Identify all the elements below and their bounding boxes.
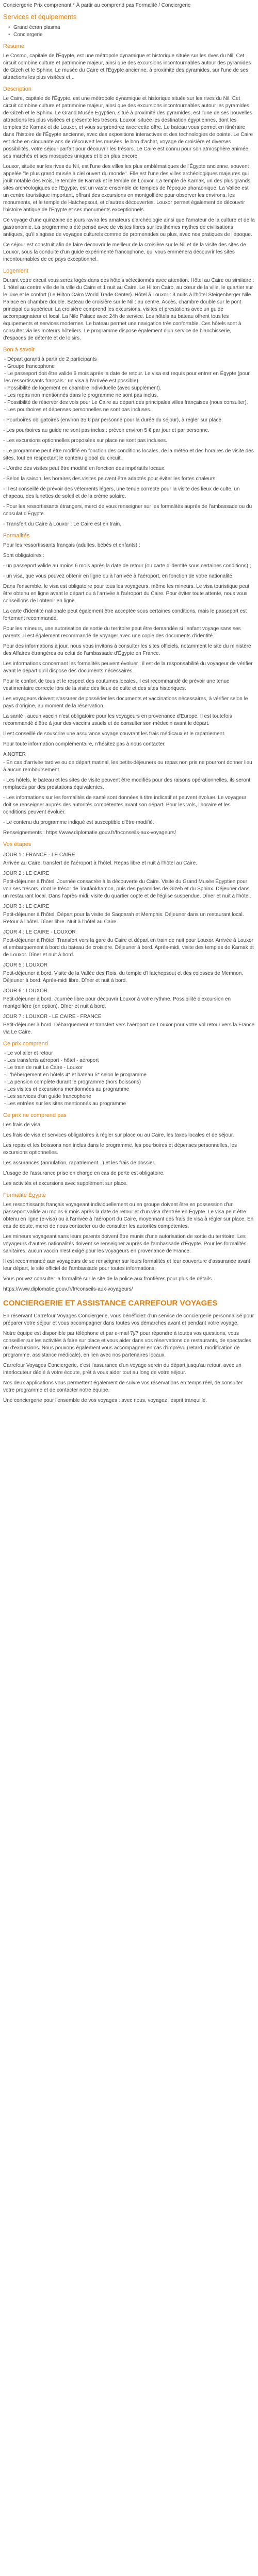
bon-paragraph: - Il est conseillé de prévoir des vêtements légers, une tenue correcte pour la visite des lieux de culte, un chapeau, des lunettes de soleil et de la crème solaire. bbox=[3, 486, 240, 499]
formalites-paragraph: Sont obligatoires : bbox=[3, 553, 45, 558]
inclus-item: - L'hébergement en hôtels 4* et bateau 5* selon le programme bbox=[4, 1072, 147, 1078]
formalites-link[interactable]: Renseignements : https://www.diplomatie.gouv.fr/fr/conseils-aux-voyageurs/ bbox=[3, 830, 176, 836]
conciergerie-paragraph: Nos deux applications vous permettent également de suivre vos réservations en temps réel, de consulter votre programme et de contacter notre équipe. bbox=[3, 1380, 243, 1393]
inclus-item: - Le train de nuit Le Caire - Louxor bbox=[4, 1065, 83, 1071]
formalites-paragraph: Dans l'ensemble, le visa est obligatoire pour tous les voyageurs, même les mineurs. Le visa touristique peut être obtenu en ligne avant le départ ou à l'arrivée à l'aéroport du Caire. Pour éviter toute attente, nous vous conseillons de l'obtenir en ligne. bbox=[3, 584, 250, 604]
formalites-paragraph: Pour les mineurs, une autorisation de sortie du territoire peut être demandée si l'enfant voyage sans ses parents. Il est également recommandé de voyager avec une copie des documents d'identité. bbox=[3, 626, 241, 639]
day-block bbox=[3, 870, 255, 900]
formalite-egypte-paragraph: Il est recommandé aux voyageurs de se renseigner sur leurs formalités et leur couverture d'assurance avant leur départ, le site officiel de l'ambassade pour toutes informations. bbox=[3, 1259, 250, 1272]
day-block bbox=[3, 988, 255, 1010]
logement-title: Logement bbox=[3, 268, 28, 274]
formalite-egypte-paragraph: Les ressortissants français voyageant individuellement ou en groupe doivent être en possession d'un passeport valide au moins 6 mois après la date de retour et d'un visa d'entrée en Égypte. Le visa peut être obtenu en ligne (e-visa) ou à l'arrivée à l'aéroport du Caire, moyennant des frais de visa à régler sur place. En cas de doute, merci de nous contacter ou de consulter les autorités compétentes. bbox=[3, 1202, 254, 1229]
bon-paragraph: - Le programme peut être modifié en fonction des conditions locales, de la météo et des horaires de visite des sites, tout en respectant le contenu global du circuit. bbox=[3, 448, 254, 461]
inclus-item: - La pension complète durant le programme (hors boissons) bbox=[4, 1079, 141, 1085]
bon-paragraph: - Pourboires obligatoires (environ 35 € par personne pour la durée du séjour), à régler sur place. bbox=[3, 417, 223, 423]
exclus-paragraph: Les frais de visa et services obligatoires à régler sur place ou au Caire, les taxes locales et de séjour. bbox=[3, 1132, 234, 1138]
inclus-item: - Les services d'un guide francophone bbox=[4, 1094, 91, 1099]
bon-paragraph: - Pour les ressortissants étrangers, merci de vous renseigner sur les formalités auprès de l'ambassade ou du consulat d'Égypte. bbox=[3, 504, 252, 517]
formalite-egypte-link[interactable]: https://www.diplomatie.gouv.fr/fr/conseils-aux-voyageurs/ bbox=[3, 1286, 133, 1292]
day-text: Petit-déjeuner à bord. Débarquement et transfert vers l'aéroport de Louxor pour votre vol retour vers la France via Le Caire. bbox=[3, 1022, 255, 1035]
services-title: Services et équipements bbox=[3, 13, 77, 21]
description-paragraph: Ce voyage d'une quinzaine de jours ravira les amateurs d'archéologie ainsi que l'amateur de la culture et de la gastronomie. La programme a été pensé avec de visites libres sur les thèmes mythes de civilisations antiques, qu'il s'agisse de voyages culturels comme de promenades ou plus, avec nos pratiques de l'époque. bbox=[3, 217, 255, 238]
bon-item: - Groupe francophone bbox=[4, 364, 55, 369]
day-heading: JOUR 4 : LE CAIRE - LOUXOR bbox=[3, 929, 76, 935]
day-text: Arrivée au Caire, transfert de l'aéroport à l'hôtel. Repas libre et nuit à l'hôtel au Caire. bbox=[3, 860, 197, 866]
day-block bbox=[3, 1013, 255, 1036]
inclus-list bbox=[3, 1050, 255, 1108]
bon-item: - Les pourboires et dépenses personnelles ne sont pas incluses. bbox=[4, 407, 152, 413]
exclus-paragraph: L'usage de l'assurance prise en charge en cas de perte est obligatoire. bbox=[3, 1171, 165, 1176]
etapes-title: Vos étapes bbox=[3, 841, 31, 848]
inclus-item: - Le vol aller et retour bbox=[4, 1050, 53, 1056]
formalites-paragraph: - un passeport valide au moins 6 mois après la date de retour (ou carte d'identité sous certaines conditions) ; bbox=[3, 563, 251, 569]
exclus-title: Ce prix ne comprend pas bbox=[3, 1112, 67, 1118]
bon-item: - Le passeport doit être valide 6 mois après la date de retour. Le visa est requis pour entrer en Égypte (pour les ressortissants français : un visa à l'arrivée est possible). bbox=[4, 371, 250, 384]
resume-title: Résumé bbox=[3, 43, 24, 49]
bon-item: - Possibilité de réserver des vols pour Le Caire au départ des principales villes françaises (nous consulter). bbox=[4, 400, 248, 405]
bon-item: - Départ garanti à partir de 2 participants bbox=[4, 357, 97, 362]
day-heading: JOUR 2 : LE CAIRE bbox=[3, 871, 50, 876]
formalites-paragraph: - Les informations sur les formalités de santé sont données à titre indicatif et peuvent évoluer. Le voyageur doit se renseigner auprès des autorités compétentes avant son départ. Pour les vols, l'horaire et les conditions peuvent évoluer. bbox=[3, 795, 247, 815]
exclus-paragraph: Les frais de visa bbox=[3, 1122, 41, 1128]
day-text: Petit-déjeuner à bord. Visite de la Vallée des Rois, du temple d'Hatchepsout et des colosses de Memnon. Déjeuner à bord. Après-midi libre. Dîner et nuit à bord. bbox=[3, 971, 244, 984]
resume-paragraph: Le Cosmo, capitale de l'Égypte, est une métropole dynamique et historique située sur les rives du Nil. Cet circuit combine culture et patrimoine majeur, ainsi que des excursions incontournables autour des pyramides de Gizeh et le Sphinx. Le musée du Caire et l'Égypte ancienne, à proximité des pyramides, sur l'une de ses attractions les plus visitées et... bbox=[3, 53, 251, 80]
day-heading: JOUR 1 : FRANCE - LE CAIRE bbox=[3, 852, 75, 858]
bon-paragraph: - L'ordre des visites peut être modifié en fonction des impératifs locaux. bbox=[3, 466, 166, 471]
day-block bbox=[3, 929, 255, 959]
a-noter-heading: A NOTER bbox=[3, 752, 26, 757]
formalites-paragraph: - En cas d'arrivée tardive ou de départ matinal, les petits-déjeuners ou repas non pris ne pourront donner lieu à aucun remboursement. bbox=[3, 760, 252, 773]
formalites-paragraph: Pour toute information complémentaire, n'hésitez pas à nous contacter. bbox=[3, 741, 166, 747]
day-block bbox=[3, 852, 255, 867]
formalite-egypte-paragraph: Les mineurs voyageant sans leurs parents doivent être munis d'une autorisation de sortie du territoire. Les voyageurs d'autres nationalités doivent se renseigner auprès de l'ambassade d'Égypte. Pour les formalités sanitaires, aucun vaccin n'est exigé pour les voyageurs en provenance de France. bbox=[3, 1234, 247, 1254]
day-block bbox=[3, 962, 255, 985]
conciergerie-paragraph: Une conciergerie pour l'ensemble de vos voyages : avec nous, voyagez l'esprit tranquille. bbox=[3, 1398, 207, 1403]
inclus-item: - Les visites et excursions mentionnées au programme bbox=[4, 1087, 130, 1092]
bon-a-savoir-list bbox=[3, 356, 255, 414]
bon-item: - Les repas non mentionnés dans le programme ne sont pas inclus. bbox=[4, 393, 158, 398]
bon-item: - Possibilité de logement en chambre individuelle (avec supplément). bbox=[4, 385, 162, 391]
exclus-paragraph: Les activités et excursions avec supplément sur place. bbox=[3, 1181, 128, 1187]
day-heading: JOUR 3 : LE CAIRE bbox=[3, 904, 50, 909]
formalites-paragraph: - Le contenu du programme indiqué est susceptible d'être modifié. bbox=[3, 820, 154, 825]
service-item: • Grand écran plasma bbox=[10, 24, 255, 31]
formalites-paragraph: Les informations concernant les formalités peuvent évoluer : il est de la responsabilité du voyageur de vérifier avant le départ qu'il dispose des documents nécessaires. bbox=[3, 661, 253, 674]
description-paragraph: Le Caire, capitale de l'Égypte, est une métropole dynamique et historique située sur les rives du Nil. Cet circuit combine culture et patrimoine majeur, ainsi que des excursions incontournables autour les pyramides de Gizeh et le Sphinx. Le Grand Musée Égyptien, situé à proximité des pyramides, est l'une de ses nouvelles attractions les plus visitées et présente les trésors. Louxor, située les destination égyptiennes, dont les temples de Karnak et de Louxor, et vous surprendrez avec cette offre. Le bateau vous permet en itinéraire dans l'histoire de l'Égypte ancienne, avec des expositions interactives et des technologies de pointe. Le Caire est riche en cinquante ans de découvert les musées, le bon d'achat, voyage de croisière et diverses possibilités, votre séjour parfait pour découvrir les trésors. Le Caire est connu pour son atmosphère animée, ses marchés et ses mosquées uniques et bien plus encore. bbox=[3, 96, 253, 159]
formalites-paragraph: Pour des informations à jour, nous vous invitons à consulter les sites officiels, notamment le site du ministère des Affaires étrangères ou celui de l'ambassade d'Égypte en France. bbox=[3, 643, 251, 656]
day-heading: JOUR 7 : LOUXOR - LE CAIRE - FRANCE bbox=[3, 1014, 102, 1020]
day-heading: JOUR 6 : LOUXOR bbox=[3, 988, 48, 994]
formalite-egypte-title: Formalité Égypte bbox=[3, 1192, 46, 1198]
day-text: Petit-déjeuner à l'hôtel. Transfert vers la gare du Caire et départ en train de nuit pour Louxor. Arrivée à Louxor et embarquement à bord du bateau de croisière. Déjeuner à bord. Après-midi, visite des temples de Karnak et de Louxor. Dîner et nuit à bord. bbox=[3, 938, 254, 958]
formalites-paragraph: Il est conseillé de souscrire une assurance voyage couvrant les frais médicaux et le rapatriement. bbox=[3, 731, 225, 737]
formalites-paragraph: Les voyageurs doivent s'assurer de posséder les documents et vaccinations nécessaires, à vérifier selon le pays d'origine, au moment de la réservation. bbox=[3, 696, 248, 709]
conciergerie-paragraph: Notre équipe est disponible par téléphone et par e-mail 7j/7 pour répondre à toutes vos questions, vous conseiller sur les activités à faire sur place et vous aider dans vos réservations de restaurants, de spectacles ou d'excursions. Nous pouvons également vous accompagner en cas d'imprévu (retard, modification de programme, assistance médicale), en lien avec nos partenaires locaux. bbox=[3, 1331, 251, 1358]
service-item: • Conciergerie bbox=[10, 31, 255, 39]
day-text: Petit-déjeuner à l'hôtel. Journée consacrée à la découverte du Caire. Visite du Grand Musée Égyptien pour voir ses trésors, dont le trésor de Toutânkhamon, puis des pyramides de Gizeh et du Sphinx. Déjeuner dans un restaurant local. Dans l'après-midi, visite du quartier copte et de l'église suspendue. Dîner et nuit à l'hôtel. bbox=[3, 879, 251, 899]
formalites-paragraph: - Les hôtels, le bateau et les sites de visite peuvent être modifiés pour des raisons opérationnelles, ils seront remplacés par des prestations équivalentes. bbox=[3, 777, 251, 790]
bon-paragraph: - Transfert du Caire à Louxor : Le Caire est en train. bbox=[3, 521, 121, 527]
inclus-item: - Les entrées sur les sites mentionnés au programme bbox=[4, 1101, 126, 1107]
formalites-title: Formalités bbox=[3, 533, 30, 539]
exclus-paragraph: Les assurances (annulation, rapatriement...) et les frais de dossier. bbox=[3, 1160, 156, 1166]
bon-a-savoir-title: Bon à savoir bbox=[3, 347, 35, 353]
conciergerie-title: CONCIERGERIE ET ASSISTANCE CARREFOUR VOYAGES bbox=[3, 1299, 218, 1308]
formalite-egypte-paragraph: Vous pouvez consulter la formalité sur le site de la police aux frontières pour plus de détails. bbox=[3, 1276, 213, 1282]
description-paragraph: Louxor, située sur les rives du Nil, est l'une des villes les plus emblématiques de l'Égypte ancienne, souvent appelée "le plus grand musée à ciel ouvert du monde". Elle est l'une des villes archéologiques majeures qui jouit notable des Rois, le temple de Karnak et le temple de Louxor. La temple de Karnak, un des plus grands sites archéologiques de l'Égypte, est un vaste ensemble de temples de l'époque pharaonique. La Vallée est un centre touristique important, offrant des excursions en montgolfière pour observer les environs, les monuments, et le temple de Hatchepsout, et d'autres découvertes. Louxor permet également de découvrir l'histoire antique de l'Égypte et ses monuments exceptionnels. bbox=[3, 164, 251, 213]
description-paragraph: Ce séjour est construit afin de faire découvrir le meilleur de la croisière sur le Nil et de la visite des sites de Louxor, sous la conduite d'un guide expérimenté francophone, qui vous emmènera découvrir les sites incontournables de ce pays exceptionnel. bbox=[3, 242, 246, 262]
inclus-title: Ce prix comprend bbox=[3, 1041, 48, 1047]
day-text: Petit-déjeuner à l'hôtel. Départ pour la visite de Saqqarah et Memphis. Déjeuner dans un restaurant local. Retour à l'hôtel. Dîner libre. Nuit à l'hôtel au Caire. bbox=[3, 912, 244, 925]
services-list bbox=[3, 24, 255, 39]
formalites-paragraph: - un visa, que vous pouvez obtenir en ligne ou à l'arrivée à l'aéroport, en fonction de votre nationalité. bbox=[3, 573, 234, 579]
conciergerie-paragraph: En réservant Carrefour Voyages Conciergerie, vous bénéficiez d'un service de conciergerie personnalisé pour préparer votre séjour et vous accompagner dans toutes vos démarches avant et pendant votre voyage. bbox=[3, 1313, 254, 1326]
formalites-paragraph: Pour les ressortissants français (adultes, bébés et enfants) : bbox=[3, 543, 140, 548]
intro-text: Conciergerie Prix comprenant * À partir au comprend pas Formalité / Conciergerie bbox=[3, 3, 191, 8]
formalites-paragraph: La santé : aucun vaccin n'est obligatoire pour les voyageurs en provenance d'Europe. Il est toutefois recommandé d'être à jour des vaccins usuels et de consulter son médecin avant le départ. bbox=[3, 714, 232, 726]
formalites-paragraph: Pour le confort de tous et le respect des coutumes locales, il est recommandé de prévoir une tenue vestimentaire correcte lors de la visite des lieux de culte et des sites historiques. bbox=[3, 679, 230, 691]
logement-paragraph: Durant votre circuit vous serez logés dans des hôtels sélectionnés avec attention. Hôtel au Caire ou similaire : 1 hôtel au centre ville de la ville du Caire et 1 nuit au Caire. Le Hilton Cairo, au cœur de la ville, le quartier sur le luxe et le confort (Le Hilton Cairo World Trade Center). Hôtel à Louxor : 3 nuits à l'hôtel Steigenberger Nile Palace en chambre double. Bateau de croisière sur le Nil : au centre. Accès, chambre double sur le pont principal ou supérieur. La croisière comprend les excursions, visites et prestations avec un guide accompagnateur et local. La Nile Palace avec 24h de service. Les hôtels au bateau offrent tous les équipements et services modernes. Le bateau permet une navigation très confortable. Ces hôtels sont à consulter via les moteurs hôteliers. Le programme dispose également d'un service de blanchisserie, d'espaces de détente et de loisirs. bbox=[3, 278, 254, 341]
description-title: Description bbox=[3, 86, 32, 92]
day-block bbox=[3, 903, 255, 926]
bon-paragraph: - Selon la saison, les horaires des visites peuvent être adaptés pour éviter les fortes chaleurs. bbox=[3, 476, 217, 482]
inclus-item: - Les transferts aéroport - hôtel - aéroport bbox=[4, 1058, 99, 1063]
bon-paragraph: - Les pourboires au guide ne sont pas inclus : prévoir environ 5 € par jour et par personne. bbox=[3, 428, 209, 433]
formalites-paragraph: La carte d'identité nationale peut également être acceptée sous certaines conditions, mais le passeport est fortement recommandé. bbox=[3, 608, 247, 621]
exclus-paragraph: Les repas et les boissons non inclus dans le programme, les pourboires et dépenses personnelles, les excursions optionnelles. bbox=[3, 1143, 237, 1156]
day-text: Petit-déjeuner à bord. Journée libre pour découvrir Louxor à votre rythme. Possibilité d'excursion en montgolfière (en option). Dîner et nuit à bord. bbox=[3, 996, 231, 1009]
day-heading: JOUR 5 : LOUXOR bbox=[3, 962, 48, 968]
bon-paragraph: - Les excursions optionnelles proposées sur place ne sont pas incluses. bbox=[3, 438, 167, 444]
conciergerie-paragraph: Carrefour Voyages Conciergerie, c'est l'assurance d'un voyage serein du départ jusqu'au retour, avec un interlocuteur dédié à votre écoute, prêt à vous aider tout au long de votre séjour. bbox=[3, 1363, 241, 1376]
